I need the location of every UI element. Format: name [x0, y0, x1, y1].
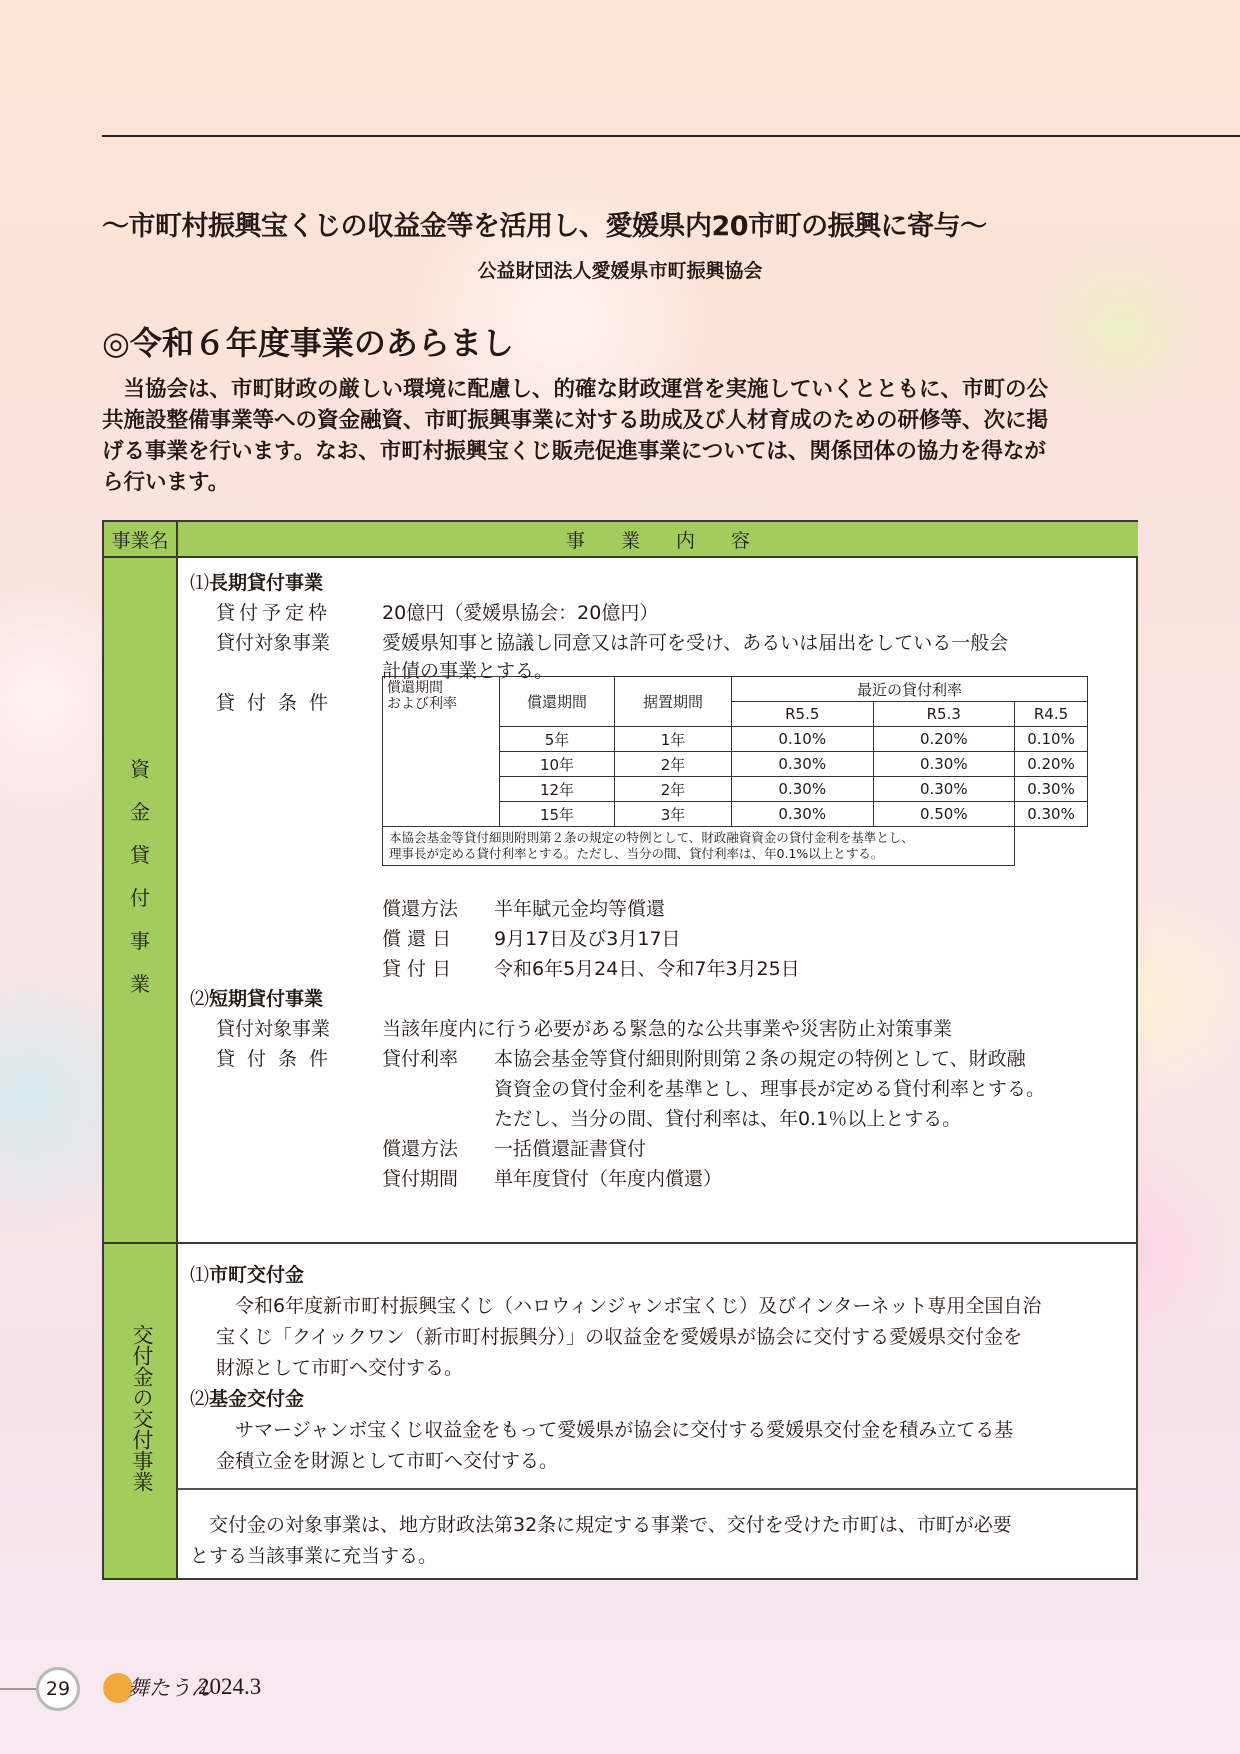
note-line: 理事長が定める貸付利率とする。ただし、当分の間、貸付利率は、年0.1%以上とする。 [389, 846, 884, 861]
label-char: 業 [130, 972, 150, 996]
conditions-label: 貸付条件 [216, 692, 341, 714]
municipal-grant-text: 令和6年度新市町村振興宝くじ（ハロウィンジャンボ宝くじ）及びインターネット専用全国自治 [216, 1295, 1042, 1317]
municipal-grant-title: 市町交付金 [209, 1264, 305, 1286]
row-rate: 0.50% [873, 802, 1015, 827]
short-period-label: 貸付期間 [382, 1168, 459, 1190]
label-char: 付 [130, 886, 150, 910]
label-char: 貸 [130, 843, 150, 867]
row-grace: 1年 [615, 727, 732, 752]
item-number: ⑴ [190, 572, 210, 594]
row-grace: 3年 [615, 802, 732, 827]
organization-name: 公益財団法人愛媛県市町振興協会 [477, 260, 763, 282]
row-rate: 0.30% [1015, 802, 1088, 827]
loan-content [178, 558, 1136, 1244]
col-recent-rates: 最近の貸付利率 [732, 677, 1088, 702]
short-rate-value: 本協会基金等貸付細則附則第２条の規定の特例として、財政融 [494, 1048, 1026, 1070]
label-char: 資 [130, 757, 150, 781]
note-line: 本協会基金等貸付細則附則第２条の規定の特例として、財政融資資金の貸付金利を基準とし、 [389, 830, 914, 845]
header-business-name: 事業名 [104, 522, 178, 558]
period-header: R5.3 [873, 702, 1015, 727]
business-table [102, 520, 1138, 1580]
quota-label: 貸付予定枠 [216, 602, 332, 624]
fund-grant-heading [190, 1384, 304, 1411]
row-grace: 2年 [615, 777, 732, 802]
municipal-grant-text: 財源として市町へ交付する。 [216, 1357, 464, 1379]
col-period: 償還期間 [500, 677, 615, 727]
intro-line: 共施設整備事業等への資金融資、市町振興事業に対する助成及び人材育成のための研修等、次に掲 [102, 408, 1049, 433]
item-number: ⑴ [190, 1264, 210, 1286]
rate-table-corner [383, 677, 500, 827]
headline: ～市町村振興宝くじの収益金等を活用し、愛媛県内20市町の振興に寄与～ [102, 211, 987, 242]
short-target-label: 貸付対象事業 [216, 1018, 331, 1040]
grant-note-text: 交付金の対象事業は、地方財政法第32条に規定する事業で、交付を受けた市町は、市町が必要 [190, 1514, 1012, 1536]
header-business-content: 事業内容 [178, 522, 1138, 558]
grant-content [178, 1244, 1136, 1490]
item-number: ⑵ [190, 988, 210, 1010]
row-rate: 0.30% [732, 777, 874, 802]
top-rule [102, 135, 1240, 137]
loan-date-value: 令和6年5月24日、令和7年3月25日 [494, 958, 800, 980]
fund-grant-text: サマージャンボ宝くじ収益金をもって愛媛県が協会に交付する愛媛県交付金を積み立てる基 [216, 1419, 1014, 1441]
row-rate: 0.10% [732, 727, 874, 752]
row-rate: 0.30% [732, 802, 874, 827]
item-number: ⑵ [190, 1388, 210, 1410]
row-period: 12年 [500, 777, 615, 802]
repayment-method-value: 半年賦元金均等償還 [494, 898, 666, 920]
fund-grant-title: 基金交付金 [209, 1388, 305, 1410]
col-grace: 据置期間 [615, 677, 732, 727]
quota-value: 20億円（愛媛県協会：20億円） [382, 602, 659, 624]
short-rate-label: 貸付利率 [382, 1048, 459, 1070]
row-period: 15年 [500, 802, 615, 827]
row-grace: 2年 [615, 752, 732, 777]
page-number: 29 [36, 1667, 80, 1711]
rate-table [382, 676, 1088, 866]
short-term-heading [190, 984, 323, 1011]
short-target-value: 当該年度内に行う必要がある緊急的な公共事業や災害防止対策事業 [382, 1018, 953, 1040]
magazine-logo: 舞たうん [128, 1676, 212, 1700]
intro-line: 当協会は、市町財政の厳しい環境に配慮し、的確な財政運営を実施していくとともに、市町の公 [102, 377, 1049, 402]
repayment-date-label: 償 還 日 [382, 928, 452, 950]
intro-line: ら行います。 [102, 470, 230, 495]
target-value: 愛媛県知事と協議し同意又は許可を受け、あるいは届出をしている一般会 [382, 632, 1009, 654]
short-repayment-value: 一括償還証書貸付 [494, 1138, 647, 1160]
label-char: 金 [130, 800, 150, 824]
period-header: R5.5 [732, 702, 874, 727]
corner-line: 償還期間 [387, 680, 443, 696]
footer-rule [0, 1688, 36, 1690]
intro-line: げる事業を行います。なお、市町村振興宝くじ販売促進事業については、関係団体の協力を得なが [102, 439, 1046, 464]
rate-table-note [383, 827, 1015, 866]
grant-note [178, 1490, 1136, 1578]
grant-note-text: とする当該事業に充当する。 [190, 1545, 438, 1567]
row-rate: 0.30% [1015, 777, 1088, 802]
row-rate: 0.20% [873, 727, 1015, 752]
row-rate: 0.30% [873, 777, 1015, 802]
municipal-grant-text: 宝くじ「クイックワン（新市町村振興分）」の収益金を愛媛県が協会に交付する愛媛県交付金を [216, 1326, 1023, 1348]
municipal-grant-heading [190, 1260, 304, 1287]
fund-grant-text: 金積立金を財源として市町へ交付する。 [216, 1450, 559, 1472]
row-period: 10年 [500, 752, 615, 777]
intro-paragraph [102, 374, 1142, 498]
short-rate-value-cont: ただし、当分の間、貸付利率は、年0.1％以上とする。 [494, 1108, 962, 1130]
section-title: ◎令和６年度事業のあらまし [102, 324, 514, 362]
short-conditions-label: 貸付条件 [216, 1048, 341, 1070]
row-rate: 0.20% [1015, 752, 1088, 777]
label-grant-business [104, 1244, 178, 1578]
long-term-heading [190, 568, 323, 595]
short-rate-value-cont: 資資金の貸付金利を基準とし、理事長が定める貸付利率とする。 [494, 1078, 1046, 1100]
row-rate: 0.30% [732, 752, 874, 777]
grant-label: 交付金の交付事業 [130, 1324, 154, 1492]
corner-line: および利率 [387, 696, 457, 712]
label-loan-business [104, 558, 178, 1244]
long-term-title: 長期貸付事業 [209, 572, 324, 594]
repayment-method-label: 償還方法 [382, 898, 459, 920]
short-term-title: 短期貸付事業 [209, 988, 324, 1010]
target-label: 貸付対象事業 [216, 632, 331, 654]
row-period: 5年 [500, 727, 615, 752]
period-header: R4.5 [1015, 702, 1088, 727]
row-rate: 0.10% [1015, 727, 1088, 752]
short-period-value: 単年度貸付（年度内償還） [494, 1168, 723, 1190]
label-char: 事 [130, 929, 150, 953]
repayment-date-value: 9月17日及び3月17日 [494, 928, 681, 950]
target-value-cont: 計債の事業とする。 [382, 660, 554, 682]
issue-date: 2024.3 [198, 1674, 262, 1699]
loan-date-label: 貸 付 日 [382, 958, 452, 980]
row-rate: 0.30% [873, 752, 1015, 777]
short-repayment-label: 償還方法 [382, 1138, 459, 1160]
